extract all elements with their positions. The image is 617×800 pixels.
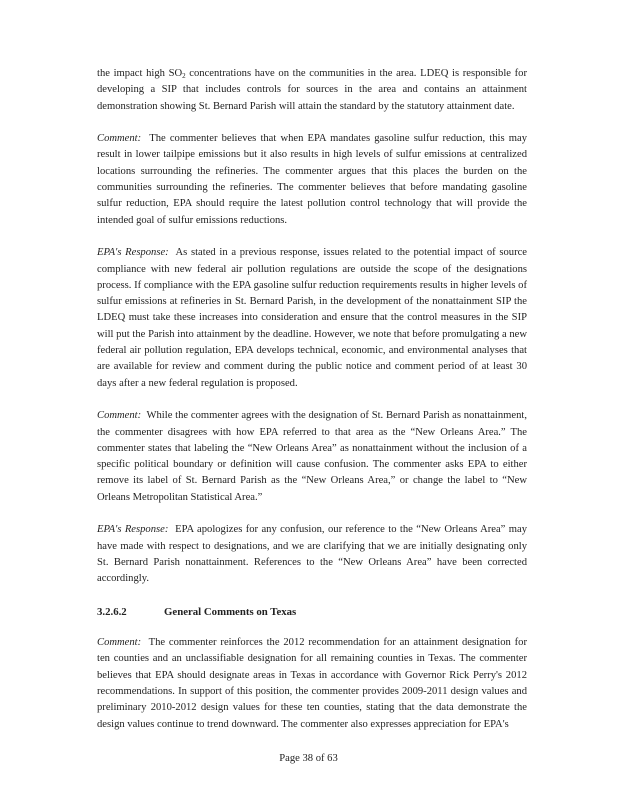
paragraph-lead-label: EPA's Response:: [97, 524, 169, 536]
section-heading: [97, 604, 527, 620]
page-content: [97, 66, 527, 749]
paragraph-text: The commenter reinforces the 2012 recommendation for an attainment designation for ten counties and an unclassifiable designation for all remaining counties in Texas. The commenter believes that EPA should designate areas in Texas in accordance with Governor Rick Perry's 2012 recommendations. In support of this position, the commenter provides 2009-2011 design values and preliminary 2010-2012 design values for these ten counties, stating that the data demonstrate the design values continue to trend downward. The commenter also expresses appreciation for EPA's: [97, 637, 528, 730]
paragraph-text: While the commenter agrees with the designation of St. Bernard Parish as nonattainment, the commenter disagrees with how EPA referred to that area as the “New Orleans Area.” The commenter states that labeling the “New Orleans Area” as nonattainment without the inclusion of a specific political boundary or definition will cause confusion. The commenter asks EPA to either remove its label of St. Bernard Parish as the “New Orleans Area,” or change the label to “New Orleans Metropolitan Statistical Area.”: [97, 410, 528, 503]
paragraph-continuation: [97, 66, 527, 115]
paragraph-text: The commenter believes that when EPA mandates gasoline sulfur reduction, this may result in lower tailpipe emissions but it also results in high levels of sulfur emissions at centralized locations surrounding the refineries. The commenter argues that this places the burden on the communities surrounding the refineries. The commenter believes that before mandating gasoline sulfur reduction, EPA should require the latest pollution control technology that will provide the intended goal of sulfur emissions reductions.: [97, 133, 527, 226]
paragraph-text-part-2: concentrations have on the communities in the area. LDEQ is responsible for developing a SIP that includes controls for sources in the area and contains an attainment demonstration showing St. Bernard Parish will attain the standard by the statutory attainment date.: [97, 68, 527, 112]
paragraph-text-part-1: the impact high SO: [97, 68, 183, 79]
paragraph-lead-label: Comment:: [97, 410, 142, 422]
paragraph-comment-texas: [97, 635, 527, 733]
paragraph-lead-label: EPA's Response:: [97, 247, 169, 259]
paragraph-comment-gasoline-sulfur: [97, 131, 527, 229]
paragraph-text: EPA apologizes for any confusion, our reference to the “New Orleans Area” may have made with respect to designations, and we are clarifying that we are initially designating only St. Bernard Parish nonattainment. References to the “New Orleans Area” have been corrected accordingly.: [97, 524, 528, 585]
section-number: 3.2.6.2: [97, 605, 127, 618]
subscript-2: 2: [182, 72, 186, 80]
section-title: General Comments on Texas: [164, 605, 297, 618]
paragraph-response-gasoline-sulfur: [97, 245, 527, 392]
paragraph-lead-label: Comment:: [97, 133, 142, 145]
paragraph-text: As stated in a previous response, issues related to the potential impact of source compliance with new federal air pollution regulations are outside the scope of the designations process. If compliance with the EPA gasoline sulfur reduction requirements results in higher levels of sulfur emissions at refineries in St. Bernard Parish, in the development of the nonattainment SIP the LDEQ must take these increases into consideration and ensure that the control measures in the SIP will put the Parish into attainment by the deadline. However, we note that before promulgating a new federal air pollution regulation, EPA develops technical, economic, and environmental analyses that are available for review and comment during the public notice and comment period of at least 30 days after a new federal regulation is proposed.: [97, 247, 527, 389]
page-number: Page 38 of 63: [279, 753, 338, 764]
paragraph-lead-label: Comment:: [97, 637, 142, 649]
paragraph-response-new-orleans-area: [97, 522, 527, 587]
paragraph-comment-new-orleans-area: [97, 408, 527, 506]
